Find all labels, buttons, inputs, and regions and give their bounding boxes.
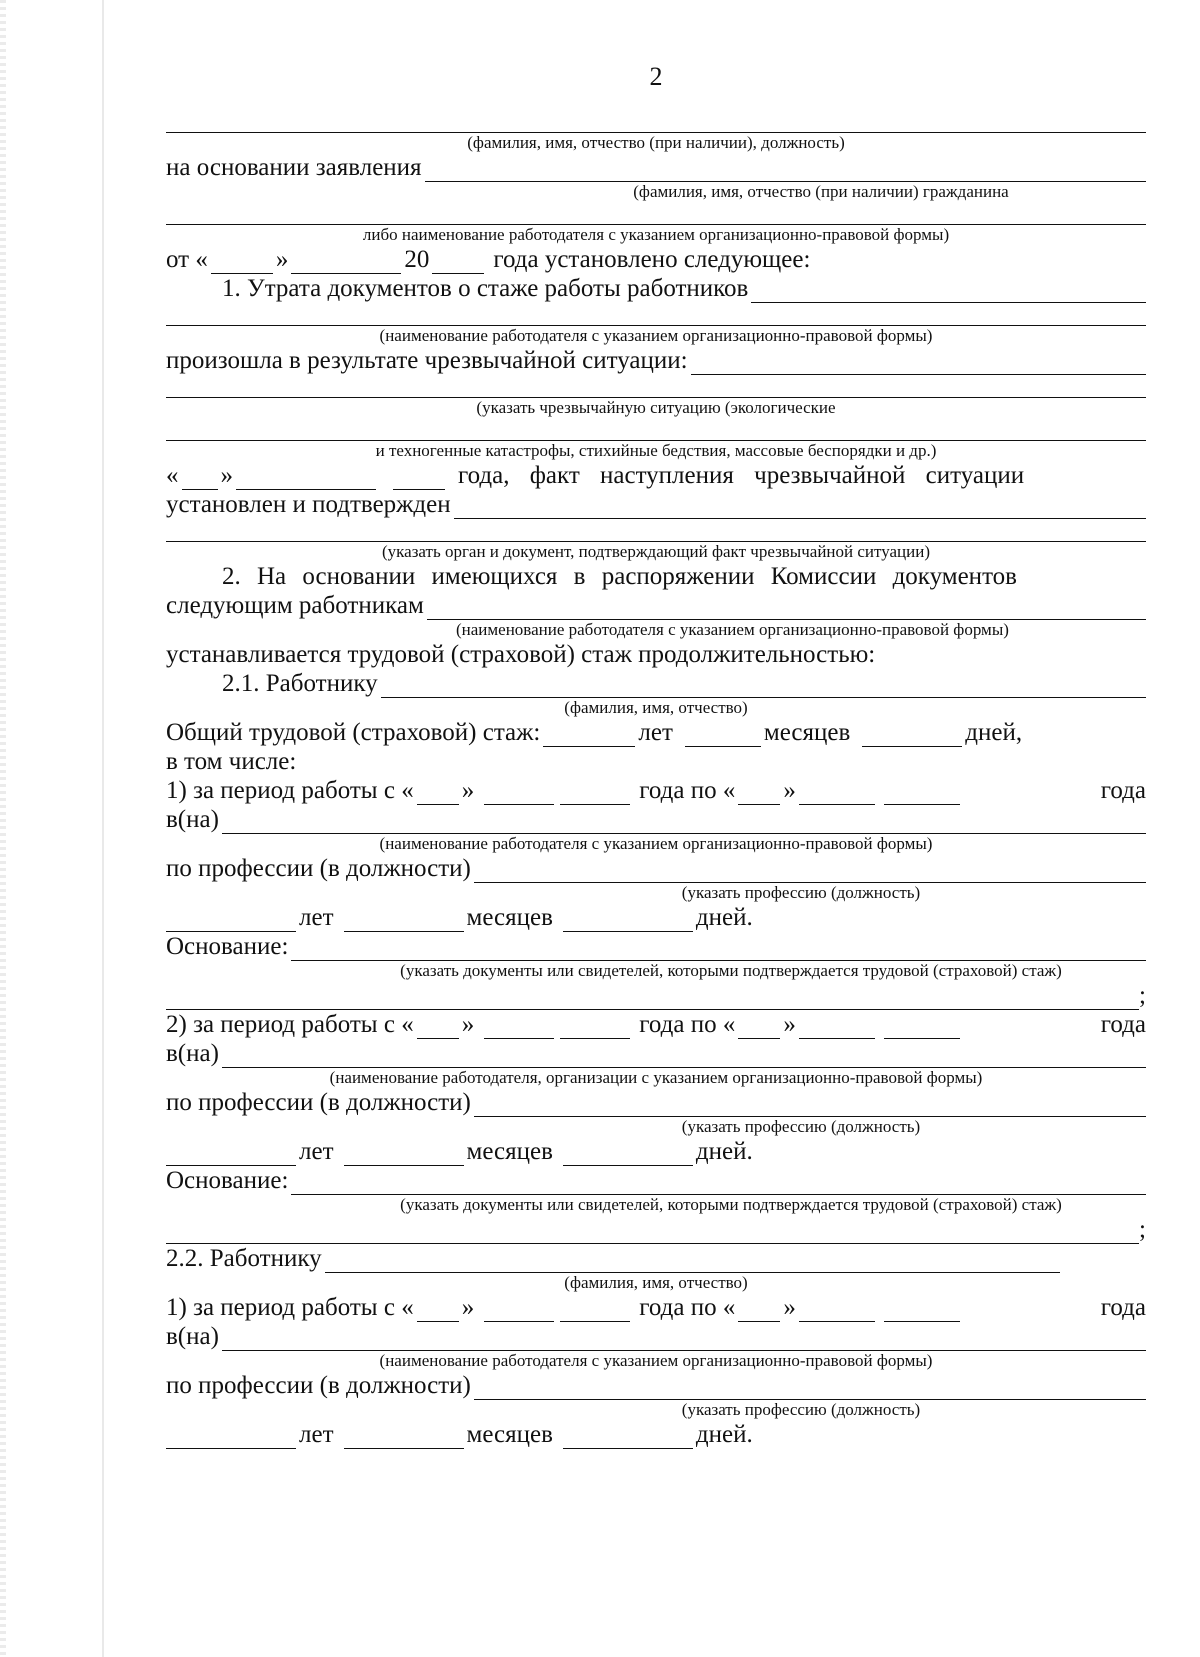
blank-line <box>166 202 1146 225</box>
text: лет <box>638 719 673 746</box>
text: в том числе: <box>166 748 297 775</box>
blank-field <box>474 1377 1146 1400</box>
caption: (фамилия, имя, отчество (при наличии) гражданина <box>633 182 1009 201</box>
line-p1 <box>166 274 1146 303</box>
blank-field <box>563 1143 693 1166</box>
document-page <box>166 62 1146 1449</box>
caption: (наименование работодателя с указанием организационно-правовой формы) <box>456 620 1009 639</box>
caption: (указать документы или свидетелей, которыми подтверждается трудовой (страховой) стаж) <box>400 961 1062 980</box>
line-application <box>166 153 1146 182</box>
line-profession <box>166 1088 1146 1117</box>
scan-edge-line <box>102 0 104 1657</box>
line-duration <box>166 903 1146 932</box>
text: « <box>166 462 179 489</box>
text: года по « <box>639 1011 736 1038</box>
blank-field <box>474 860 1146 883</box>
blank-field <box>344 909 464 932</box>
blank-field <box>425 159 1146 182</box>
blank-field <box>166 987 1139 1010</box>
blank-field <box>884 782 960 805</box>
blank-field <box>344 1426 464 1449</box>
line-basis-cont <box>166 981 1146 1010</box>
text: дней, <box>965 719 1023 746</box>
blank-field <box>432 251 484 274</box>
line-profession <box>166 854 1146 883</box>
text: Основание: <box>166 933 289 960</box>
text: произошла в результате чрезвычайной ситуации: <box>166 347 688 374</box>
text: 20 <box>404 246 430 273</box>
caption: либо наименование работодателя с указанием организационно-правовой формы) <box>362 225 950 244</box>
text: » <box>783 777 796 804</box>
text: устанавливается трудовой (страховой) стаж продолжительностью: <box>166 641 876 668</box>
line-basis <box>166 1166 1146 1195</box>
text: в(на) <box>166 806 219 833</box>
text: ; <box>1139 1216 1146 1243</box>
caption: (наименование работодателя с указанием организационно-правовой формы) <box>379 1351 933 1370</box>
caption: и техногенные катастрофы, стихийные бедствия, массовые беспорядки и др.) <box>375 441 937 460</box>
blank-field <box>799 782 875 805</box>
blank-field <box>685 724 761 747</box>
blank-field <box>484 1016 554 1039</box>
line-in-na <box>166 1322 1146 1351</box>
text: года <box>1100 777 1146 804</box>
text: по профессии (в должности) <box>166 855 471 882</box>
text: ; <box>1139 982 1146 1009</box>
blank-field <box>344 1143 464 1166</box>
blank-field <box>325 1250 1060 1273</box>
text: 2.1. Работнику <box>222 670 378 697</box>
blank-line <box>166 110 1146 133</box>
text: » <box>783 1011 796 1038</box>
line-including <box>166 747 1146 776</box>
text: » <box>275 246 289 273</box>
caption: (наименование работодателя, организации с указанием организационно-правовой формы) <box>329 1068 983 1087</box>
text: года по « <box>639 777 736 804</box>
text: месяцев <box>466 904 553 931</box>
line-in-na <box>166 1039 1146 1068</box>
line-fact <box>166 461 1146 490</box>
blank-field <box>563 909 693 932</box>
blank-field <box>560 1016 630 1039</box>
blank-field <box>484 1299 554 1322</box>
blank-field <box>222 1045 1146 1068</box>
blank-field <box>381 675 1146 698</box>
line-period-1 <box>166 1293 1146 1322</box>
blank-field <box>474 1094 1146 1117</box>
blank-field <box>222 1328 1146 1351</box>
blank-field <box>454 496 1146 519</box>
text: в(на) <box>166 1323 219 1350</box>
text: лет <box>299 904 334 931</box>
text: » <box>783 1294 796 1321</box>
blank-field <box>738 1016 780 1039</box>
text: месяцев <box>466 1421 553 1448</box>
line-period-2 <box>166 1010 1146 1039</box>
line-basis-cont <box>166 1215 1146 1244</box>
blank-line <box>166 519 1146 542</box>
blank-field <box>799 1299 875 1322</box>
text: дней. <box>695 1138 753 1165</box>
caption: (указать профессию (должность) <box>681 1400 921 1419</box>
page-number: 2 <box>649 62 663 91</box>
text: 1) за период работы с « <box>166 1294 414 1321</box>
caption: (указать документы или свидетелей, которыми подтверждается трудовой (страховой) стаж) <box>400 1195 1062 1214</box>
text: от « <box>166 246 208 273</box>
text: 2.2. Работнику <box>166 1245 322 1272</box>
blank-field <box>166 1426 296 1449</box>
blank-line <box>166 303 1146 326</box>
text: года по « <box>639 1294 736 1321</box>
text: » <box>461 777 475 804</box>
text <box>458 461 1146 490</box>
blank-field <box>236 467 376 490</box>
blank-field <box>884 1016 960 1039</box>
blank-field <box>222 811 1146 834</box>
line-date <box>166 245 1146 274</box>
text: » <box>461 1011 475 1038</box>
caption: (наименование работодателя с указанием организационно-правовой формы) <box>379 834 933 853</box>
blank-field <box>560 782 630 805</box>
blank-line <box>166 418 1146 441</box>
blank-field <box>182 467 218 490</box>
line-total <box>166 718 1146 747</box>
blank-field <box>484 782 554 805</box>
text: » <box>220 462 233 489</box>
line-duration <box>166 1420 1146 1449</box>
blank-field <box>417 782 459 805</box>
blank-field <box>393 467 445 490</box>
blank-field <box>691 352 1146 375</box>
text: лет <box>299 1421 334 1448</box>
line-p2 <box>166 562 1146 591</box>
blank-field <box>751 280 1146 303</box>
text: 1. Утрата документов о стаже работы работников <box>222 275 749 302</box>
blank-field <box>738 1299 780 1322</box>
blank-field <box>884 1299 960 1322</box>
text: месяцев <box>466 1138 553 1165</box>
text: » <box>461 1294 475 1321</box>
text: дней. <box>695 1421 753 1448</box>
text: 2) за период работы с « <box>166 1011 414 1038</box>
blank-line <box>166 375 1146 398</box>
text: года <box>1100 1011 1146 1038</box>
line-confirmed <box>166 490 1146 519</box>
text: года, факт наступления чрезвычайной ситуации <box>458 462 1025 489</box>
line-in-na <box>166 805 1146 834</box>
blank-field <box>563 1426 693 1449</box>
line-duration <box>166 1137 1146 1166</box>
blank-field <box>211 251 273 274</box>
line-p2b <box>166 591 1146 620</box>
caption: (наименование работодателя с указанием организационно-правовой формы) <box>379 326 933 345</box>
caption: (фамилия, имя, отчество) <box>564 1273 748 1292</box>
text: по профессии (в должности) <box>166 1372 471 1399</box>
text: на основании заявления <box>166 154 422 181</box>
blank-field <box>166 1221 1139 1244</box>
text: установлен и подтвержден <box>166 491 451 518</box>
text: дней. <box>695 904 753 931</box>
blank-field <box>166 1143 296 1166</box>
blank-field <box>291 1172 1146 1195</box>
blank-field <box>427 597 1146 620</box>
blank-field <box>799 1016 875 1039</box>
text: Основание: <box>166 1167 289 1194</box>
blank-field <box>738 782 780 805</box>
blank-field <box>560 1299 630 1322</box>
line-p2c <box>166 640 1146 669</box>
blank-field <box>291 938 1146 961</box>
text: следующим работникам <box>166 592 424 619</box>
line-basis <box>166 932 1146 961</box>
line-p22 <box>166 1244 1146 1273</box>
line-period-1 <box>166 776 1146 805</box>
caption: (фамилия, имя, отчество (при наличии), должность) <box>467 133 845 152</box>
text: в(на) <box>166 1040 219 1067</box>
caption: (указать чрезвычайную ситуацию (экологические <box>476 398 836 417</box>
line-profession <box>166 1371 1146 1400</box>
caption: (фамилия, имя, отчество) <box>564 698 748 717</box>
blank-field <box>166 909 296 932</box>
text: 1) за период работы с « <box>166 777 414 804</box>
caption: (указать орган и документ, подтверждающий факт чрезвычайной ситуации) <box>381 542 930 561</box>
blank-field <box>417 1299 459 1322</box>
text: года установлено следующее: <box>493 246 811 273</box>
text: месяцев <box>763 719 851 746</box>
blank-field <box>543 724 635 747</box>
line-p21 <box>166 669 1146 698</box>
text: 2. На основании имеющихся в распоряжении Комиссии документов <box>222 563 1017 590</box>
blank-field <box>417 1016 459 1039</box>
caption: (указать профессию (должность) <box>681 883 921 902</box>
text: лет <box>299 1138 334 1165</box>
text: Общий трудовой (страховой) стаж: <box>166 719 541 746</box>
text: года <box>1100 1294 1146 1321</box>
blank-field <box>291 251 401 274</box>
blank-field <box>862 724 962 747</box>
line-emergency <box>166 346 1146 375</box>
text: по профессии (в должности) <box>166 1089 471 1116</box>
scan-edge-left <box>0 0 6 1657</box>
caption: (указать профессию (должность) <box>681 1117 921 1136</box>
